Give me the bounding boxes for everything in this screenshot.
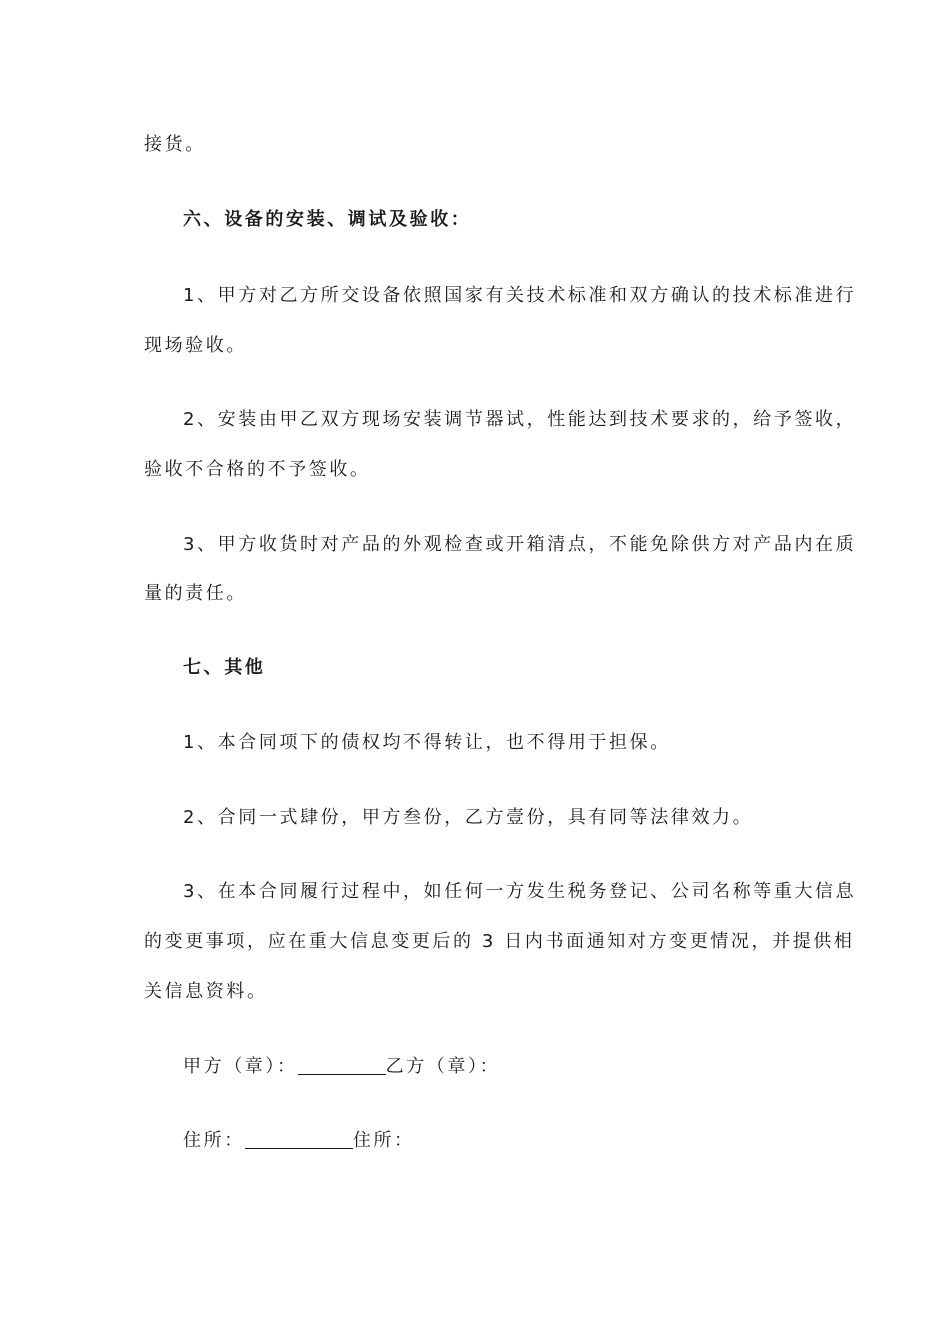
paragraph-line: 验收不合格的不予签收。 <box>144 459 371 480</box>
party-a-address-label: 住所： <box>183 1130 245 1151</box>
paragraph-line: 2、安装由甲乙双方现场安装调节器试，性能达到技术要求的，给予签收， <box>183 409 857 430</box>
seal-line <box>183 1055 500 1079</box>
party-a-seal-blank[interactable] <box>298 1056 386 1075</box>
party-b-address-label: 住所： <box>352 1130 415 1151</box>
section-heading-7: 七、其他 <box>183 657 266 678</box>
address-line <box>183 1129 415 1153</box>
party-b-seal-label: 乙方（章）： <box>385 1056 501 1077</box>
paragraph-line: 量的责任。 <box>144 583 247 604</box>
party-a-address-blank[interactable] <box>245 1130 353 1149</box>
paragraph-line: 现场验收。 <box>144 335 247 356</box>
paragraph-line: 3、在本合同履行过程中，如任何一方发生税务登记、公司名称等重大信息 <box>183 881 857 902</box>
paragraph-line: 2、合同一式肆份，甲方叁份，乙方壹份，具有同等法律效力。 <box>183 807 754 828</box>
paragraph-line: 的变更事项，应在重大信息变更后的 3 日内书面通知对方变更情况，并提供相 <box>144 931 855 952</box>
paragraph-line: 关信息资料。 <box>144 981 268 1002</box>
paragraph-line: 1、甲方对乙方所交设备依照国家有关技术标准和双方确认的技术标准进行 <box>183 285 857 306</box>
paragraph-line: 1、本合同项下的债权均不得转让，也不得用于担保。 <box>183 732 671 753</box>
party-a-seal-label: 甲方（章）： <box>183 1056 298 1077</box>
paragraph-line: 接货。 <box>144 134 206 155</box>
paragraph-line: 3、甲方收货时对产品的外观检查或开箱清点，不能免除供方对产品内在质 <box>183 534 857 555</box>
section-heading-6: 六、设备的安装、调试及验收： <box>183 209 472 230</box>
